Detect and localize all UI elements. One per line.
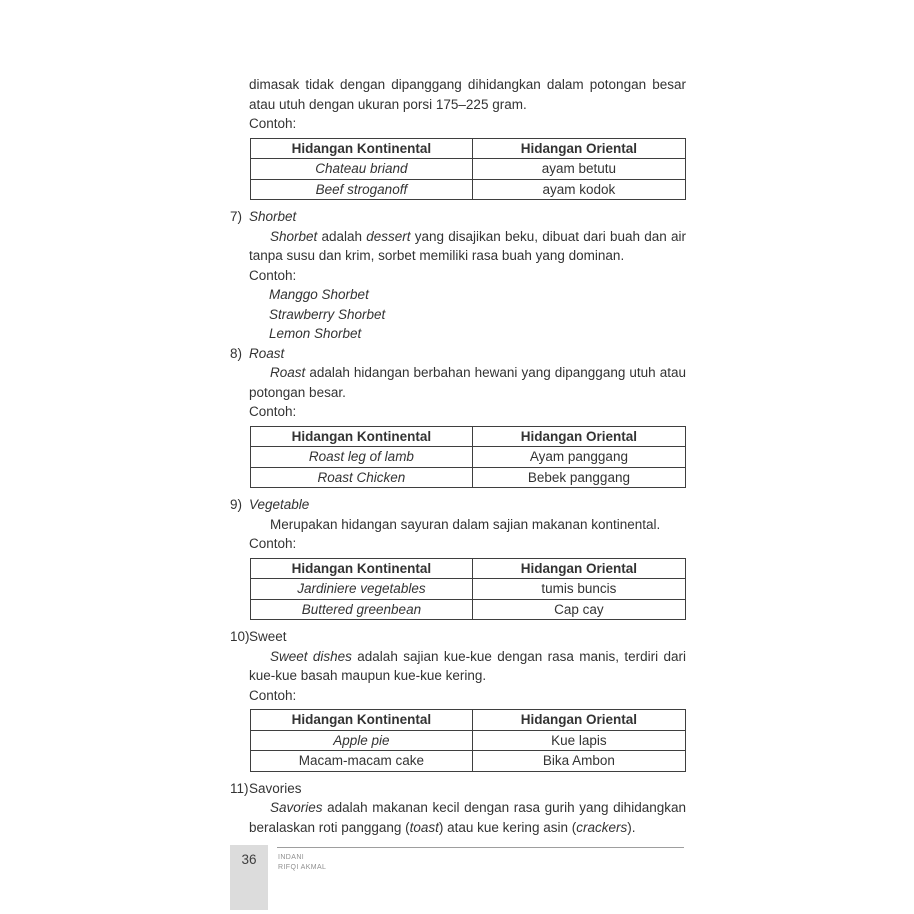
example-item: Manggo Shorbet — [269, 287, 369, 302]
list-number: 11) — [230, 780, 249, 796]
table-header-cell: Hidangan Oriental — [472, 558, 685, 579]
list-number: 7) — [230, 209, 243, 224]
section-title-line — [230, 627, 686, 647]
page-content — [230, 75, 687, 837]
table-cell: Roast leg of lamb — [251, 447, 473, 468]
example-table-sweet — [250, 709, 686, 772]
page-number-box — [230, 845, 268, 910]
table-header-cell: Hidangan Kontinental — [251, 558, 473, 579]
table-cell: Beef stroganoff — [251, 179, 473, 200]
table-cell: Ayam panggang — [472, 447, 685, 468]
section-title-line — [230, 779, 686, 799]
example-table-vegetable — [250, 558, 686, 621]
table-cell: Kue lapis — [472, 730, 685, 751]
table-cell: Cap cay — [472, 599, 685, 620]
intro-paragraph: dimasak tidak dengan dipanggang dihidangkan dalam potongan besar atau utuh dengan ukuran porsi 175–225 gram. — [249, 77, 686, 112]
table-header-cell: Hidangan Oriental — [472, 426, 685, 447]
example-item: Strawberry Shorbet — [269, 306, 386, 322]
paragraph: Merupakan hidangan sayuran dalam sajian makanan kontinental. — [270, 516, 661, 532]
table-cell: Apple pie — [251, 730, 473, 751]
list-number: 9) — [230, 497, 243, 512]
table-cell: Roast Chicken — [251, 467, 473, 488]
contoh-label: Contoh: — [249, 536, 297, 551]
section-title: Sweet — [249, 629, 287, 644]
section-title: Vegetable — [249, 497, 310, 512]
table-cell: tumis buncis — [472, 579, 685, 600]
section-title-line — [230, 207, 686, 227]
footer-author-line-1: INDANI — [278, 854, 305, 861]
table-cell: ayam betutu — [472, 159, 685, 180]
footer-authors — [278, 853, 326, 872]
footer-author-line-2: RIFQI AKMAL — [278, 863, 327, 871]
table-header-cell: Hidangan Kontinental — [251, 138, 473, 159]
table-header-cell: Hidangan Oriental — [472, 138, 685, 159]
table-header-cell: Hidangan Kontinental — [251, 710, 473, 731]
table-header-cell: Hidangan Kontinental — [251, 426, 473, 447]
section-title-line — [230, 344, 686, 364]
list-number: 10) — [230, 629, 250, 644]
section-9-vegetable — [230, 495, 686, 620]
section-title-line — [230, 495, 686, 515]
paragraph: Roast adalah hidangan berbahan hewani yang dipanggang utuh atau potongan besar. — [249, 365, 686, 400]
intro-section — [249, 75, 686, 200]
section-10-sweet — [230, 627, 687, 772]
paragraph: Shorbet adalah dessert yang disajikan beku, dibuat dari buah dan air tanpa susu dan krim, sorbet memiliki rasa buah yang dominan. — [249, 228, 686, 263]
section-7-shorbet — [230, 207, 686, 344]
example-table-roast — [250, 426, 686, 489]
table-cell: Buttered greenbean — [251, 599, 473, 620]
footer-rule — [277, 847, 684, 848]
paragraph: Savories adalah makanan kecil dengan rasa gurih yang dihidangkan beralaskan roti panggang (toast) atau kue kering asin (crackers). — [249, 800, 686, 835]
example-item: Lemon Shorbet — [269, 326, 362, 341]
contoh-label: Contoh: — [249, 116, 297, 131]
table-cell: Chateau briand — [251, 159, 473, 180]
example-table-intro — [250, 138, 686, 201]
contoh-label: Contoh: — [249, 267, 297, 283]
table-cell: Jardiniere vegetables — [251, 579, 473, 600]
section-title: Shorbet — [249, 209, 297, 224]
contoh-label: Contoh: — [249, 404, 297, 419]
table-cell: Bebek panggang — [472, 467, 685, 488]
page-number: 36 — [241, 852, 257, 867]
section-11-savories — [230, 779, 686, 838]
table-header-cell: Hidangan Oriental — [472, 710, 685, 731]
table-cell: ayam kodok — [472, 179, 685, 200]
list-number: 8) — [230, 345, 243, 361]
table-cell: Macam-macam cake — [251, 751, 473, 772]
section-title: Savories — [249, 780, 302, 796]
table-cell: Bika Ambon — [472, 751, 685, 772]
contoh-label: Contoh: — [249, 687, 297, 703]
examples-list — [249, 285, 686, 344]
section-8-roast — [230, 344, 686, 489]
section-title: Roast — [249, 345, 285, 361]
paragraph: Sweet dishes adalah sajian kue-kue dengan rasa manis, terdiri dari kue-kue basah maupun kue-kue kering. — [249, 648, 687, 683]
